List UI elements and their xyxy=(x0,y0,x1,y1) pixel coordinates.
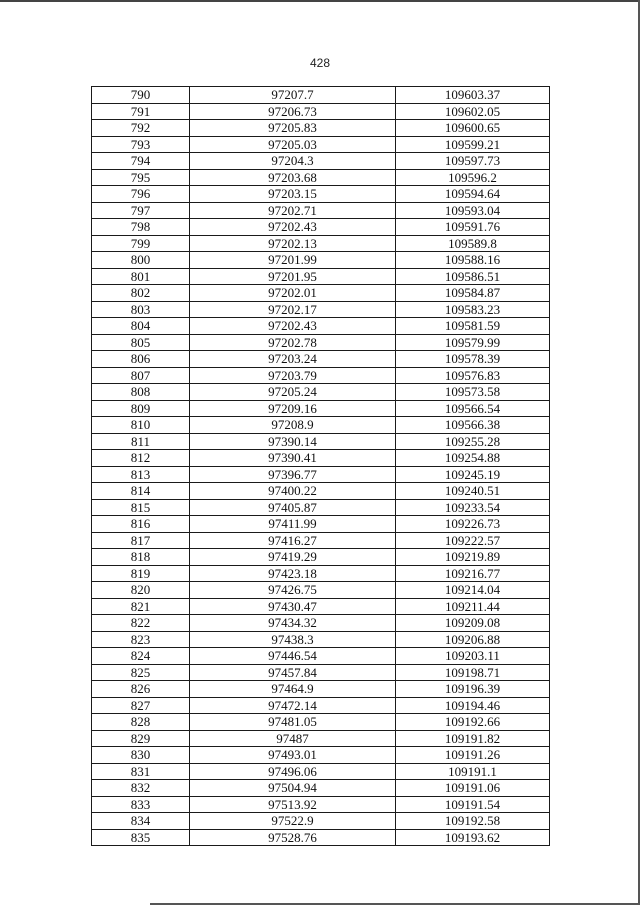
table-row xyxy=(92,714,550,731)
y-coordinate-cell: 109192.66 xyxy=(396,714,550,731)
table-row xyxy=(92,796,550,813)
y-coordinate-cell: 109245.19 xyxy=(396,466,550,483)
table-row xyxy=(92,664,550,681)
x-coordinate-cell: 97205.24 xyxy=(190,384,396,401)
point-number-cell: 820 xyxy=(92,582,190,599)
point-number-cell: 813 xyxy=(92,466,190,483)
table-row xyxy=(92,400,550,417)
x-coordinate-cell: 97209.16 xyxy=(190,400,396,417)
y-coordinate-cell: 109191.06 xyxy=(396,780,550,797)
table-row xyxy=(92,384,550,401)
x-coordinate-cell: 97202.13 xyxy=(190,235,396,252)
x-coordinate-cell: 97481.05 xyxy=(190,714,396,731)
table-row xyxy=(92,153,550,170)
table-row xyxy=(92,631,550,648)
y-coordinate-cell: 109196.39 xyxy=(396,681,550,698)
table-row xyxy=(92,433,550,450)
x-coordinate-cell: 97493.01 xyxy=(190,747,396,764)
y-coordinate-cell: 109581.59 xyxy=(396,318,550,335)
x-coordinate-cell: 97472.14 xyxy=(190,697,396,714)
table-row xyxy=(92,268,550,285)
point-number-cell: 809 xyxy=(92,400,190,417)
y-coordinate-cell: 109192.58 xyxy=(396,813,550,830)
table-row xyxy=(92,648,550,665)
table-row xyxy=(92,780,550,797)
x-coordinate-cell: 97203.15 xyxy=(190,186,396,203)
x-coordinate-cell: 97201.99 xyxy=(190,252,396,269)
y-coordinate-cell: 109597.73 xyxy=(396,153,550,170)
y-coordinate-cell: 109566.54 xyxy=(396,400,550,417)
point-number-cell: 834 xyxy=(92,813,190,830)
table-row xyxy=(92,87,550,104)
x-coordinate-cell: 97405.87 xyxy=(190,499,396,516)
x-coordinate-cell: 97457.84 xyxy=(190,664,396,681)
point-number-cell: 816 xyxy=(92,516,190,533)
point-number-cell: 799 xyxy=(92,235,190,252)
x-coordinate-cell: 97202.43 xyxy=(190,318,396,335)
point-number-cell: 814 xyxy=(92,483,190,500)
point-number-cell: 819 xyxy=(92,565,190,582)
y-coordinate-cell: 109226.73 xyxy=(396,516,550,533)
point-number-cell: 821 xyxy=(92,598,190,615)
y-coordinate-cell: 109214.04 xyxy=(396,582,550,599)
table-row xyxy=(92,450,550,467)
x-coordinate-cell: 97390.41 xyxy=(190,450,396,467)
y-coordinate-cell: 109578.39 xyxy=(396,351,550,368)
table-row xyxy=(92,219,550,236)
x-coordinate-cell: 97203.79 xyxy=(190,367,396,384)
y-coordinate-cell: 109219.89 xyxy=(396,549,550,566)
point-number-cell: 817 xyxy=(92,532,190,549)
y-coordinate-cell: 109583.23 xyxy=(396,301,550,318)
point-number-cell: 812 xyxy=(92,450,190,467)
x-coordinate-cell: 97411.99 xyxy=(190,516,396,533)
table-row xyxy=(92,367,550,384)
point-number-cell: 805 xyxy=(92,334,190,351)
table-row xyxy=(92,103,550,120)
x-coordinate-cell: 97203.24 xyxy=(190,351,396,368)
point-number-cell: 795 xyxy=(92,169,190,186)
point-number-cell: 825 xyxy=(92,664,190,681)
point-number-cell: 822 xyxy=(92,615,190,632)
y-coordinate-cell: 109602.05 xyxy=(396,103,550,120)
table-row xyxy=(92,697,550,714)
x-coordinate-cell: 97446.54 xyxy=(190,648,396,665)
x-coordinate-cell: 97416.27 xyxy=(190,532,396,549)
point-number-cell: 791 xyxy=(92,103,190,120)
point-number-cell: 831 xyxy=(92,763,190,780)
table-row xyxy=(92,681,550,698)
table-row xyxy=(92,813,550,830)
table-row xyxy=(92,483,550,500)
table-row xyxy=(92,169,550,186)
table-row xyxy=(92,466,550,483)
x-coordinate-cell: 97205.03 xyxy=(190,136,396,153)
y-coordinate-cell: 109594.64 xyxy=(396,186,550,203)
y-coordinate-cell: 109211.44 xyxy=(396,598,550,615)
y-coordinate-cell: 109579.99 xyxy=(396,334,550,351)
table-row xyxy=(92,334,550,351)
x-coordinate-cell: 97528.76 xyxy=(190,829,396,846)
y-coordinate-cell: 109566.38 xyxy=(396,417,550,434)
y-coordinate-cell: 109222.57 xyxy=(396,532,550,549)
table-row xyxy=(92,499,550,516)
x-coordinate-cell: 97487 xyxy=(190,730,396,747)
table-row xyxy=(92,136,550,153)
table-row xyxy=(92,532,550,549)
y-coordinate-cell: 109240.51 xyxy=(396,483,550,500)
page-number: 428 xyxy=(309,56,331,70)
y-coordinate-cell: 109206.88 xyxy=(396,631,550,648)
x-coordinate-cell: 97205.83 xyxy=(190,120,396,137)
point-number-cell: 796 xyxy=(92,186,190,203)
table-row xyxy=(92,235,550,252)
x-coordinate-cell: 97202.01 xyxy=(190,285,396,302)
y-coordinate-cell: 109193.62 xyxy=(396,829,550,846)
y-coordinate-cell: 109255.28 xyxy=(396,433,550,450)
point-number-cell: 802 xyxy=(92,285,190,302)
x-coordinate-cell: 97504.94 xyxy=(190,780,396,797)
x-coordinate-cell: 97202.78 xyxy=(190,334,396,351)
point-number-cell: 832 xyxy=(92,780,190,797)
table-row xyxy=(92,730,550,747)
point-number-cell: 830 xyxy=(92,747,190,764)
point-number-cell: 790 xyxy=(92,87,190,104)
x-coordinate-cell: 97400.22 xyxy=(190,483,396,500)
y-coordinate-cell: 109216.77 xyxy=(396,565,550,582)
x-coordinate-cell: 97201.95 xyxy=(190,268,396,285)
point-number-cell: 833 xyxy=(92,796,190,813)
point-number-cell: 824 xyxy=(92,648,190,665)
point-number-cell: 804 xyxy=(92,318,190,335)
y-coordinate-cell: 109194.46 xyxy=(396,697,550,714)
y-coordinate-cell: 109191.26 xyxy=(396,747,550,764)
point-number-cell: 808 xyxy=(92,384,190,401)
x-coordinate-cell: 97202.71 xyxy=(190,202,396,219)
table-row xyxy=(92,549,550,566)
point-number-cell: 798 xyxy=(92,219,190,236)
y-coordinate-cell: 109593.04 xyxy=(396,202,550,219)
y-coordinate-cell: 109191.54 xyxy=(396,796,550,813)
y-coordinate-cell: 109573.58 xyxy=(396,384,550,401)
point-number-cell: 811 xyxy=(92,433,190,450)
point-number-cell: 800 xyxy=(92,252,190,269)
y-coordinate-cell: 109209.08 xyxy=(396,615,550,632)
point-number-cell: 827 xyxy=(92,697,190,714)
point-number-cell: 815 xyxy=(92,499,190,516)
x-coordinate-cell: 97513.92 xyxy=(190,796,396,813)
y-coordinate-cell: 109576.83 xyxy=(396,367,550,384)
table-row xyxy=(92,186,550,203)
x-coordinate-cell: 97438.3 xyxy=(190,631,396,648)
y-coordinate-cell: 109600.65 xyxy=(396,120,550,137)
point-number-cell: 818 xyxy=(92,549,190,566)
y-coordinate-cell: 109233.54 xyxy=(396,499,550,516)
x-coordinate-cell: 97434.32 xyxy=(190,615,396,632)
y-coordinate-cell: 109584.87 xyxy=(396,285,550,302)
point-number-cell: 803 xyxy=(92,301,190,318)
table-row xyxy=(92,252,550,269)
point-number-cell: 810 xyxy=(92,417,190,434)
table-row xyxy=(92,747,550,764)
point-number-cell: 793 xyxy=(92,136,190,153)
x-coordinate-cell: 97207.7 xyxy=(190,87,396,104)
y-coordinate-cell: 109591.76 xyxy=(396,219,550,236)
table-row xyxy=(92,351,550,368)
point-number-cell: 806 xyxy=(92,351,190,368)
table-row xyxy=(92,318,550,335)
coordinates-table-body xyxy=(92,87,550,846)
table-row xyxy=(92,417,550,434)
x-coordinate-cell: 97496.06 xyxy=(190,763,396,780)
y-coordinate-cell: 109599.21 xyxy=(396,136,550,153)
point-number-cell: 794 xyxy=(92,153,190,170)
y-coordinate-cell: 109254.88 xyxy=(396,450,550,467)
x-coordinate-cell: 97206.73 xyxy=(190,103,396,120)
x-coordinate-cell: 97464.9 xyxy=(190,681,396,698)
x-coordinate-cell: 97522.9 xyxy=(190,813,396,830)
x-coordinate-cell: 97390.14 xyxy=(190,433,396,450)
y-coordinate-cell: 109588.16 xyxy=(396,252,550,269)
point-number-cell: 792 xyxy=(92,120,190,137)
x-coordinate-cell: 97396.77 xyxy=(190,466,396,483)
point-number-cell: 829 xyxy=(92,730,190,747)
point-number-cell: 835 xyxy=(92,829,190,846)
table-row xyxy=(92,516,550,533)
table-row xyxy=(92,615,550,632)
y-coordinate-cell: 109191.1 xyxy=(396,763,550,780)
x-coordinate-cell: 97208.9 xyxy=(190,417,396,434)
x-coordinate-cell: 97423.18 xyxy=(190,565,396,582)
x-coordinate-cell: 97204.3 xyxy=(190,153,396,170)
x-coordinate-cell: 97202.17 xyxy=(190,301,396,318)
y-coordinate-cell: 109198.71 xyxy=(396,664,550,681)
y-coordinate-cell: 109191.82 xyxy=(396,730,550,747)
table-row xyxy=(92,285,550,302)
point-number-cell: 828 xyxy=(92,714,190,731)
x-coordinate-cell: 97419.29 xyxy=(190,549,396,566)
point-number-cell: 807 xyxy=(92,367,190,384)
x-coordinate-cell: 97202.43 xyxy=(190,219,396,236)
coordinates-table xyxy=(91,86,550,846)
table-row xyxy=(92,565,550,582)
table-row xyxy=(92,582,550,599)
table-row xyxy=(92,301,550,318)
table-row xyxy=(92,763,550,780)
x-coordinate-cell: 97430.47 xyxy=(190,598,396,615)
table-row xyxy=(92,598,550,615)
y-coordinate-cell: 109203.11 xyxy=(396,648,550,665)
x-coordinate-cell: 97203.68 xyxy=(190,169,396,186)
y-coordinate-cell: 109589.8 xyxy=(396,235,550,252)
y-coordinate-cell: 109586.51 xyxy=(396,268,550,285)
point-number-cell: 801 xyxy=(92,268,190,285)
scan-edge-top xyxy=(0,0,640,2)
table-row xyxy=(92,120,550,137)
y-coordinate-cell: 109603.37 xyxy=(396,87,550,104)
table-row xyxy=(92,829,550,846)
point-number-cell: 823 xyxy=(92,631,190,648)
point-number-cell: 826 xyxy=(92,681,190,698)
y-coordinate-cell: 109596.2 xyxy=(396,169,550,186)
point-number-cell: 797 xyxy=(92,202,190,219)
table-row xyxy=(92,202,550,219)
x-coordinate-cell: 97426.75 xyxy=(190,582,396,599)
